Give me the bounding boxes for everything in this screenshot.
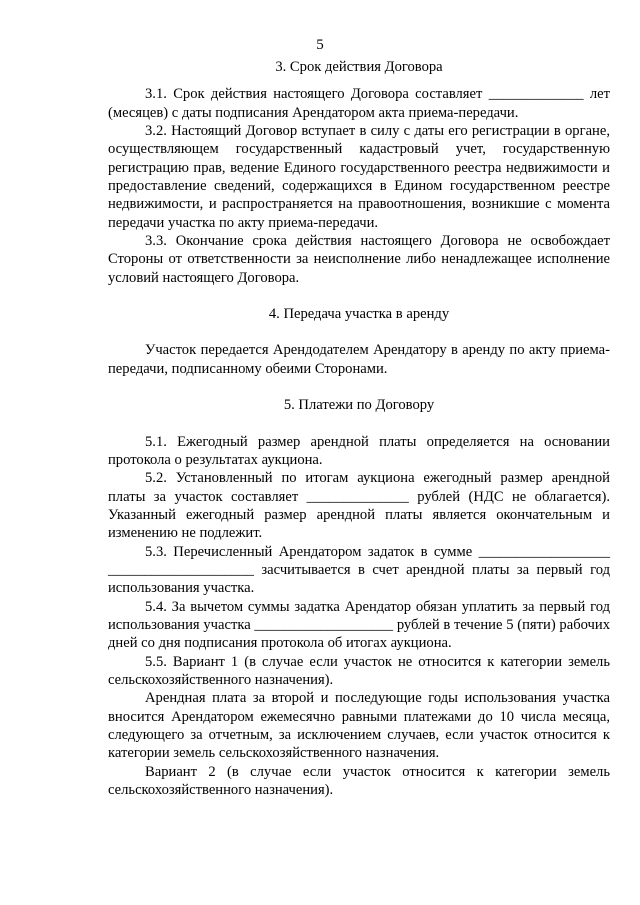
paragraph-5-1: 5.1. Ежегодный размер арендной платы определяется на основании протокола о результатах аукциона. xyxy=(108,433,610,468)
paragraph-3-2: 3.2. Настоящий Договор вступает в силу с даты его регистрации в органе, осуществляющем государственный кадастровый учет, государственную регистрацию прав, ведение Единого государственного реестра недвижимости и предоставление сведений, содержащихся в Едином государственном реестре недвижимости, и распространяется на правоотношения, возникшие с момента передачи участка по акту приема-передачи. xyxy=(108,123,610,231)
document-body xyxy=(108,58,610,799)
page-number: 5 xyxy=(316,37,324,53)
paragraph-5-5-variant-2: Вариант 2 (в случае если участок относится к категории земель сельскохозяйственного назначения). xyxy=(108,763,610,799)
paragraph-5-4: 5.4. За вычетом суммы задатка Арендатор обязан уплатить за первый год использования участка ___________________ рублей в течение 5 (пяти) рабочих дней со дня подписания протокола об итогах аукциона. xyxy=(108,598,610,652)
section-3-title: 3. Срок действия Договора xyxy=(275,59,443,75)
paragraph-5-3: 5.3. Перечисленный Арендатором задаток в сумме __________________ ____________________ засчитывается в счет арендной платы за первый год использования участка. xyxy=(108,543,610,597)
section-5-title: 5. Платежи по Договору xyxy=(283,397,435,414)
paragraph-3-1: 3.1. Срок действия настоящего Договора составляет _____________ лет (месяцев) с даты подписания Арендатором акта приема-передачи. xyxy=(108,86,610,121)
section-4-title: 4. Передача участка в аренду xyxy=(268,306,450,323)
paragraph-4: Участок передается Арендодателем Арендатору в аренду по акту приема-передачи, подписанному обеими Сторонами. xyxy=(108,342,610,377)
paragraph-5-5: 5.5. Вариант 1 (в случае если участок не относится к категории земель сельскохозяйственного назначения). xyxy=(108,653,610,688)
paragraph-5-2: 5.2. Установленный по итогам аукциона ежегодный размер арендной платы за участок составляет ______________ рублей (НДС не облагается). Указанный ежегодный размер арендной платы является окончательным и изменению не подлежит. xyxy=(108,470,610,542)
paragraph-3-3: 3.3. Окончание срока действия настоящего Договора не освобождает Стороны от ответственности за неисполнение либо ненадлежащее исполнение условий настоящего Договора. xyxy=(108,233,610,286)
paragraph-5-5-rent: Арендная плата за второй и последующие годы использования участка вносится Арендатором ежемесячно равными платежами до 10 числа месяца, следующего за отчетным, за исключением случаев, если участок относится к категории земель сельскохозяйственного назначения. xyxy=(108,690,610,762)
